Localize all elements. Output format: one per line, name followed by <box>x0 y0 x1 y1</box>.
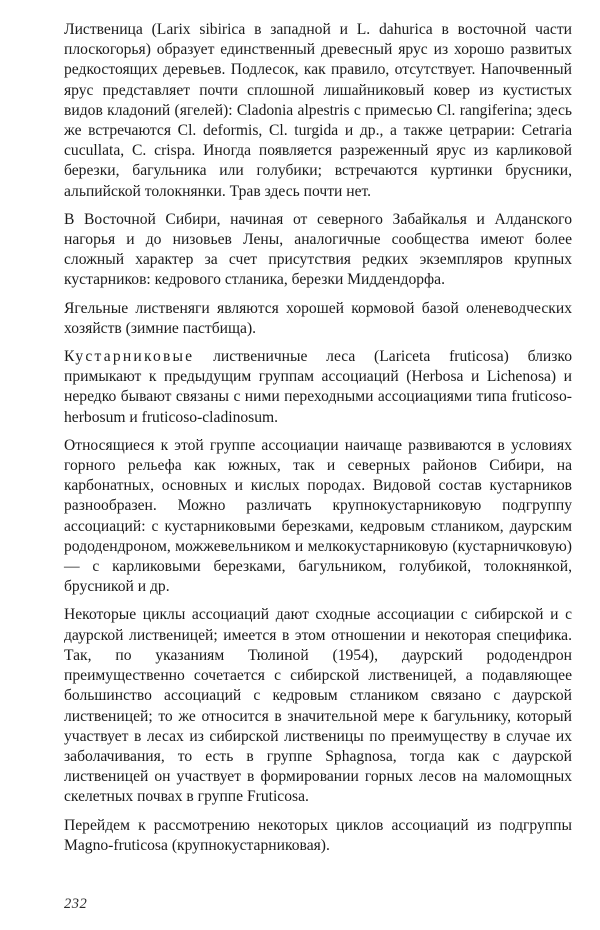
paragraph-shrub-group-conditions: Относящиеся к этой группе ассоциации наичаще развиваются в условиях горного рельефа как южных, так и северных районов Сибири, на карбонатных, основных и кислых породах. Видовой состав кустарников разнообразен. Можно различать крупнокустарниковую подгруппу ассоциаций: с кустарниковыми березками, кедровым стлаником, даурским рододендроном, можжевельником и мелкокустарниковую (кустарничковую) — с карликовыми березками, багульником, голубикой, толокнянкой, брусникой и др. <box>64 436 572 596</box>
paragraph-association-cycles: Некоторые циклы ассоциаций дают сходные ассоциации с сибирской и с даурской лиственицей; имеется в этом отношении и некоторая специфика. Так, по указаниям Тюлиной (1954), даурский рододендрон преимущественно сочетается с сибирской лиственицей, а подавляющее большинство ассоциаций с кедровым стлаником связано с даурской лиственицей; то же относится в значительной мере к багульнику, который участвует в лесах из сибирской лиственицы по преимуществу в случае их заболачивания, то есть в группе Sphagnosa, тогда как с даурской лиственицей он участвует в формировании горных лесов на маломощных скелетных почвах в группе Fruticosa. <box>64 606 572 806</box>
spaced-term-shrub: Кустарниковые <box>64 348 195 366</box>
document-page <box>64 20 572 910</box>
paragraph-magno-fruticosa-intro: Перейдем к рассмотрению некоторых циклов ассоциаций из подгруппы Magno-fruticosa (крупнокустарниковая). <box>64 816 572 854</box>
paragraph-eastern-siberia: В Восточной Сибири, начиная от северного Забайкалья и Алданского нагорья и до низовьев Лены, аналогичные сообщества имеют более сложный характер за счет присутствия редких экземпляров крупных кустарников: кедрового стланика, березки Миддендорфа. <box>64 210 572 289</box>
paragraph-shrub-larch-forests <box>64 347 572 428</box>
page-number: 232 <box>64 896 88 912</box>
paragraph-shrub-larch-forests-text: лиственичные леса (Lariceta fruticosa) близко примыкают к предыдущим группам ассоциаций (Herbosa и Lichenosa) и нередко бывают связаны с ними переходными ассоциациями типа fruticoso-herbosum и fruticoso-cladinosum. <box>64 348 572 426</box>
paragraph-larch-lichen: Лиственица (Larix sibirica в западной и L. dahurica в восточной части плоскогорья) образует единственный древесный ярус из хорошо развитых редкостоящих деревьев. Подлесок, как правило, отсутствует. Напочвенный ярус представляет почти сплошной лишайниковый ковер из кустистых видов кладоний (ягелей): Cladonia alpestris с примесью Cl. rangiferina; здесь же встречаются Cl. deformis, Cl. turgida и др., а также цетрарии: Cetraria cucullata, C. crispa. Иногда появляется разреженный ярус из карликовой березки, багульника или голубики; встречаются куртинки брусники, альпийской толокнянки. Трав здесь почти нет. <box>64 21 572 200</box>
paragraph-reindeer-pastures: Ягельные лиственяги являются хорошей кормовой базой оленеводческих хозяйств (зимние пастбища). <box>64 299 572 337</box>
